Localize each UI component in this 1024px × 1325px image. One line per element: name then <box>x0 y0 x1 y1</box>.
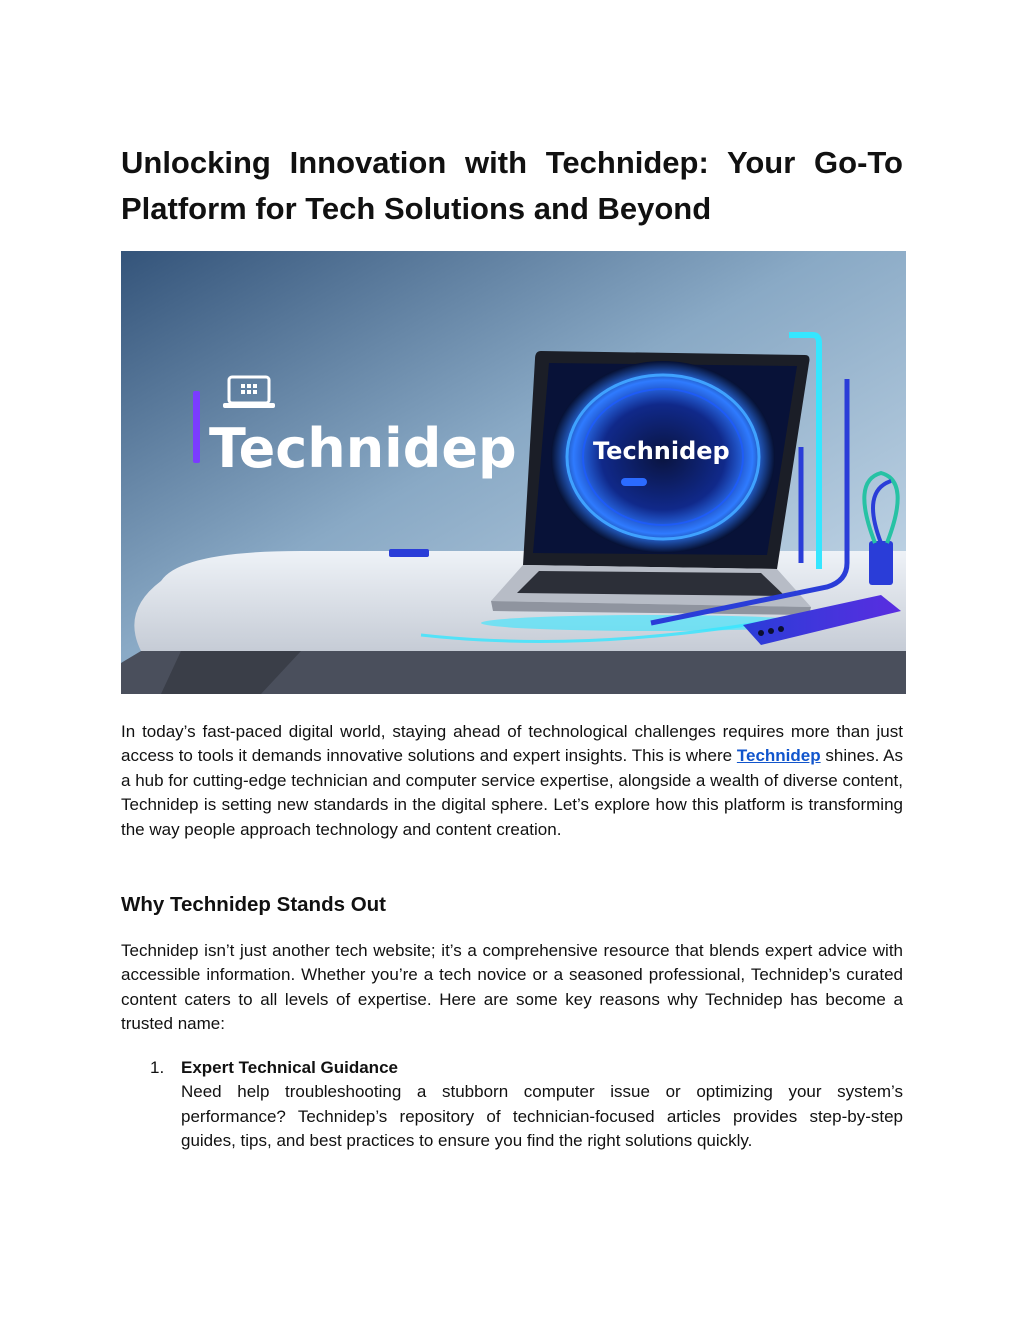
intro-paragraph <box>121 720 903 842</box>
intro-text-before: In today’s fast-paced digital world, staying ahead of technological challenges requires more than just access to tools it demands innovative solutions and expert insights. This is where <box>121 722 903 766</box>
section-heading: Why Technidep Stands Out <box>121 893 386 916</box>
intro-text-after: shines. As a hub for cutting-edge technician and computer service expertise, alongside a wealth of diverse content, Technidep is setting new standards in the digital sphere. Let’s explore how this platform is transforming the way people approach technology and content creation. <box>121 746 903 839</box>
logo-text: Technidep <box>209 417 517 480</box>
list-item-text: Need help troubleshooting a stubborn computer issue or optimizing your system’s performance? Technidep’s repository of technician-focused articles provides step-by-step guides, tips, and best practices to ensure you find the right solutions quickly. <box>181 1082 903 1151</box>
page-title: Unlocking Innovation with Technidep: Your Go-To Platform for Tech Solutions and Beyond <box>121 145 903 226</box>
section-paragraph: Technidep isn’t just another tech website; it’s a comprehensive resource that blends expert advice with accessible information. Whether you’re a tech novice or a seasoned professional, Technidep’s curated content caters to all levels of expertise. Here are some key reasons why Technidep has become a trusted name: <box>121 941 903 1034</box>
list-item-title: Expert Technical Guidance <box>181 1058 398 1077</box>
list-item-body <box>181 1056 903 1154</box>
screen-text: Technidep <box>593 437 730 465</box>
hero-image <box>121 251 906 694</box>
technidep-link[interactable]: Technidep <box>736 746 821 766</box>
list-item-number: 1. <box>150 1058 165 1077</box>
